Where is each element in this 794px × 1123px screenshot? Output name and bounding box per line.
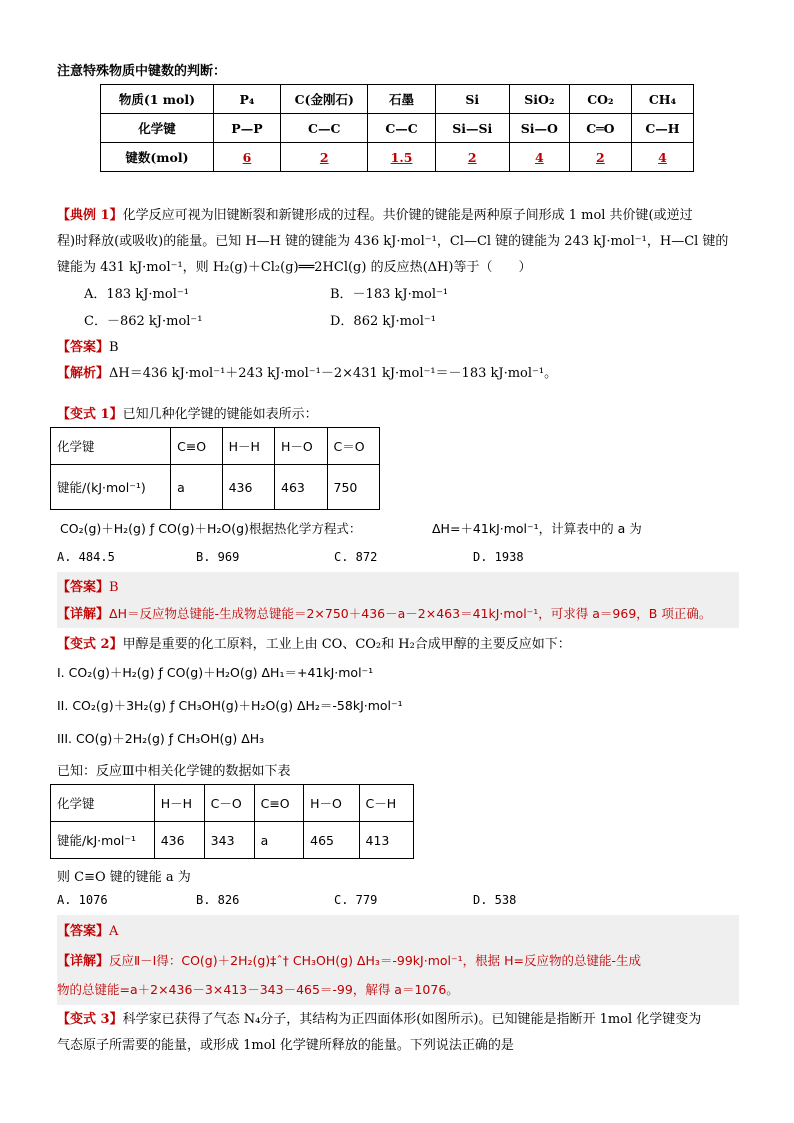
variant2-text: 甲醇是重要的化工原料，工业上由 CO、CO₂和 H₂合成甲醇的主要反应如下：: [122, 637, 571, 652]
detail-text: ΔH＝反应物总键能-生成物总键能＝2×750＋436－a－2×463＝41kJ·mol⁻¹，可求得 a＝969，B 项正确。: [109, 606, 712, 621]
table-cell: 2: [281, 143, 368, 172]
table-cell: 1.5: [368, 143, 435, 172]
variant3-text: 科学家已获得了气态 N₄分子，其结构为正四面体形(如图所示)。已知键能是指断开 1mol 化学键变为: [122, 1012, 702, 1027]
table-cell: 键数(mol): [101, 143, 214, 172]
table-cell: Si—Si: [435, 114, 509, 143]
table-cell: 化学键: [51, 785, 155, 822]
example1-line1: [57, 204, 693, 223]
v2-option-c: C. 779: [334, 893, 378, 907]
reaction-2: II. CO₂(g)＋3H₂(g) ƒ CH₃OH(g)＋H₂O(g) ΔH₂＝-58kJ·mol⁻¹: [57, 698, 403, 713]
table-cell: 键能/(kJ·mol⁻¹): [51, 465, 171, 510]
table-cell: C＝O: [327, 428, 380, 465]
variant2-question: 则 C≡O 键的键能 a 为: [57, 870, 191, 885]
table-cell: 键能/kJ·mol⁻¹: [51, 822, 155, 859]
answer-tag: 【答案】: [57, 924, 110, 939]
table-row: [51, 465, 380, 510]
example1-analysis: [57, 362, 557, 381]
table-row: [51, 428, 380, 465]
v1-option-b: B. 969: [196, 550, 240, 564]
table-cell: 436: [222, 465, 274, 510]
table-cell: 750: [327, 465, 380, 510]
table-cell: SiO₂: [509, 85, 569, 114]
table-cell: 436: [154, 822, 204, 859]
variant3-line1: [57, 1008, 701, 1027]
variant2-table: [50, 784, 414, 859]
variant2-tag: 【变式 2】: [57, 637, 123, 652]
table-cell: 2: [435, 143, 509, 172]
table-cell: H－H: [154, 785, 204, 822]
table-cell: P₄: [213, 85, 280, 114]
table-cell: C—H: [631, 114, 693, 143]
table-cell: C(金刚石): [281, 85, 368, 114]
table-cell: CO₂: [569, 85, 631, 114]
table-cell: 343: [204, 822, 254, 859]
variant2-detail-line2: 物的总键能=a＋2×436－3×413－343－465＝-99，解得 a＝1076。: [57, 982, 459, 997]
table-row: [51, 785, 414, 822]
table-cell: H－O: [304, 785, 359, 822]
table-cell: 物质(1 mol): [101, 85, 214, 114]
table-row: [51, 822, 414, 859]
variant2-answer: [57, 920, 118, 939]
variant3-line2: 气态原子所需要的能量，或形成 1mol 化学键所释放的能量。下列说法正确的是: [57, 1038, 514, 1053]
variant1-stem: [57, 403, 318, 422]
table-cell: H－H: [222, 428, 274, 465]
table-cell: 化学键: [101, 114, 214, 143]
table-row: [101, 114, 694, 143]
variant1-answer: [57, 576, 119, 595]
variant1-text: 已知几种化学键的键能如表所示：: [122, 407, 318, 422]
table-cell: C≡O: [171, 428, 222, 465]
answer-value: A: [109, 924, 119, 939]
option-c: C．－862 kJ·mol⁻¹: [84, 314, 203, 329]
option-d: D．862 kJ·mol⁻¹: [330, 314, 436, 329]
variant2-known: 已知：反应Ⅲ中相关化学键的数据如下表: [57, 764, 291, 779]
variant1-equation: CO₂(g)＋H₂(g) ƒ CO(g)＋H₂O(g)根据热化学方程式：: [60, 521, 362, 536]
table-cell: a: [254, 822, 304, 859]
variant1-table: [50, 427, 380, 510]
table-cell: 6: [213, 143, 280, 172]
analysis-text: ΔH＝436 kJ·mol⁻¹＋243 kJ·mol⁻¹－2×431 kJ·mol⁻¹＝－183 kJ·mol⁻¹。: [109, 366, 558, 381]
v2-option-d: D. 538: [473, 893, 517, 907]
variant3-tag: 【变式 3】: [57, 1012, 123, 1027]
table-cell: 4: [509, 143, 569, 172]
table-cell: 463: [275, 465, 327, 510]
variant2-detail-line1: [57, 950, 641, 969]
example1-line2: 程)时释放(或吸收)的能量。已知 H—H 键的键能为 436 kJ·mol⁻¹，Cl—Cl 键的键能为 243 kJ·mol⁻¹，H—Cl 键的: [57, 234, 729, 249]
v2-option-a: A. 1076: [57, 893, 108, 907]
table-cell: 化学键: [51, 428, 171, 465]
variant1-tag: 【变式 1】: [57, 407, 123, 422]
example1-tag: 【典例 1】: [57, 208, 123, 223]
reaction-3: III. CO(g)＋2H₂(g) ƒ CH₃OH(g) ΔH₃: [57, 731, 265, 746]
v1-option-a: A. 484.5: [57, 550, 115, 564]
bond-count-table: [100, 84, 694, 172]
answer-tag: 【答案】: [57, 580, 110, 595]
option-b: B．－183 kJ·mol⁻¹: [330, 287, 449, 302]
table-cell: Si: [435, 85, 509, 114]
v1-option-d: D. 1938: [473, 550, 524, 564]
answer-value: B: [109, 340, 119, 355]
table-cell: C═O: [569, 114, 631, 143]
detail-tag: 【详解】: [57, 607, 110, 622]
variant1-detail: [57, 603, 711, 622]
table-cell: 石墨: [368, 85, 435, 114]
table-cell: P—P: [213, 114, 280, 143]
analysis-tag: 【解析】: [57, 366, 110, 381]
table-cell: C≡O: [254, 785, 304, 822]
table-cell: H－O: [275, 428, 327, 465]
table-cell: CH₄: [631, 85, 693, 114]
table-cell: C—C: [281, 114, 368, 143]
table-cell: C－O: [204, 785, 254, 822]
variant2-stem: [57, 633, 571, 652]
reaction-1: I. CO₂(g)＋H₂(g) ƒ CO(g)＋H₂O(g) ΔH₁＝+41kJ·mol⁻¹: [57, 665, 374, 680]
example1-answer: [57, 336, 119, 355]
variant1-dh: ΔH=＋41kJ·mol⁻¹，计算表中的 a 为: [432, 521, 642, 536]
table-cell: 4: [631, 143, 693, 172]
detail-text: 反应Ⅱ－Ⅰ得：CO(g)＋2H₂(g)‡ˆ† CH₃OH(g) ΔH₃＝-99kJ·mol⁻¹，根据 H=反应物的总键能-生成: [109, 953, 641, 968]
answer-value: B: [109, 580, 119, 595]
v1-option-c: C. 872: [334, 550, 378, 564]
table-cell: 465: [304, 822, 359, 859]
table-row: [101, 85, 694, 114]
table-cell: C—C: [368, 114, 435, 143]
table-cell: a: [171, 465, 222, 510]
note-title: 注意特殊物质中键数的判断：: [57, 64, 227, 79]
v2-option-b: B. 826: [196, 893, 240, 907]
table-row: [101, 143, 694, 172]
table-cell: 413: [359, 822, 414, 859]
table-cell: 2: [569, 143, 631, 172]
detail-tag: 【详解】: [57, 954, 110, 969]
table-cell: C－H: [359, 785, 414, 822]
table-cell: Si—O: [509, 114, 569, 143]
option-a: A．183 kJ·mol⁻¹: [84, 287, 189, 302]
answer-tag: 【答案】: [57, 340, 110, 355]
example1-line3: 键能为 431 kJ·mol⁻¹，则 H₂(g)＋Cl₂(g)══2HCl(g) 的反应热(ΔH)等于（ ）: [57, 260, 532, 275]
example1-text: 化学反应可视为旧键断裂和新键形成的过程。共价键的键能是两种原子间形成 1 mol 共价键(或逆过: [122, 208, 693, 223]
